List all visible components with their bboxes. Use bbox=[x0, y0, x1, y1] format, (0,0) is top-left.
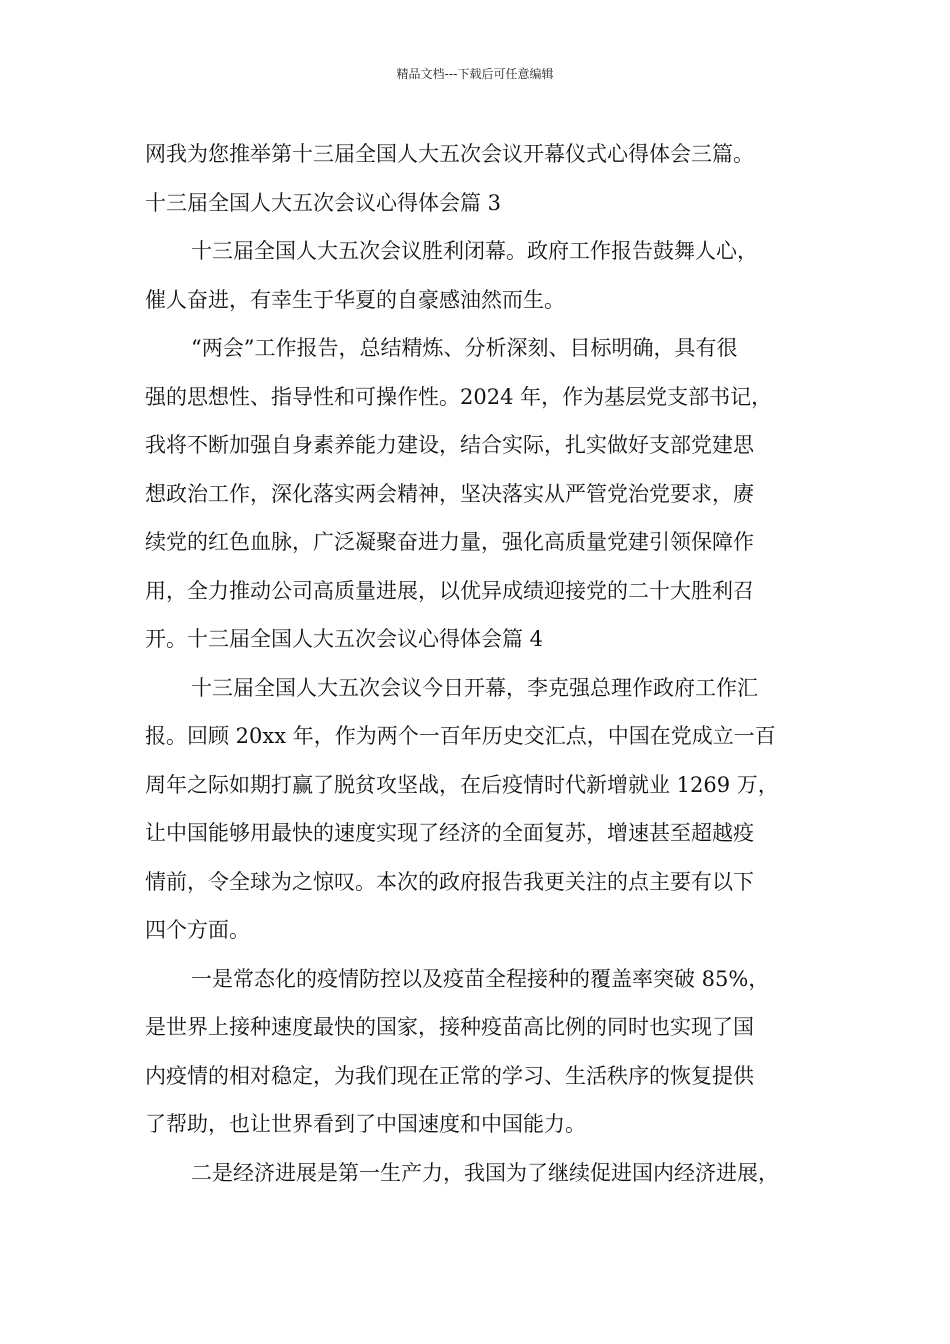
text-line: 情前，令全球为之惊叹。本次的政府报告我更关注的点主要有以下 bbox=[145, 869, 754, 894]
text-line: 开。十三届全国人大五次会议心得体会篇 4 bbox=[145, 627, 544, 651]
text-line: “两会”工作报告，总结精炼、分析深刻、目标明确，具有很 bbox=[191, 336, 738, 360]
page-header: 精品文档---下载后可任意编辑 bbox=[396, 67, 554, 81]
text-line: 二是经济进展是第一生产力，我国为了继续促进国内经济进展， bbox=[191, 1160, 779, 1185]
text-line: 催人奋进，有幸生于华夏的自豪感油然而生。 bbox=[145, 287, 565, 312]
text-line: 续党的红色血脉，广泛凝聚奋进力量，强化高质量党建引领保障作 bbox=[145, 530, 754, 554]
text-line: 用，全力推动公司高质量进展，以优异成绩迎接党的二十大胜利召 bbox=[145, 578, 754, 603]
text-line: 网我为您推举第十三届全国人大五次会议开幕仪式心得体会三篇。 bbox=[145, 142, 754, 166]
text-line: 报。回顾 20xx 年，作为两个一百年历史交汇点，中国在党成立一百 bbox=[145, 724, 776, 748]
text-line: 想政治工作，深化落实两会精神，坚决落实从严管党治党要求，赓 bbox=[145, 481, 754, 506]
text-line: 周年之际如期打赢了脱贫攻坚战，在后疫情时代新增就业 1269 万， bbox=[145, 772, 779, 797]
text-line: 强的思想性、指导性和可操作性。2024 年，作为基层党支部书记， bbox=[145, 384, 773, 409]
text-line: 让中国能够用最快的速度实现了经济的全面复苏，增速甚至超越疫 bbox=[145, 821, 754, 845]
text-line: 十三届全国人大五次会议今日开幕，李克强总理作政府工作汇 bbox=[191, 675, 758, 700]
text-line: 内疫情的相对稳定，为我们现在正常的学习、生活秩序的恢复提供 bbox=[145, 1063, 754, 1088]
text-line: 四个方面。 bbox=[145, 918, 250, 942]
text-line: 我将不断加强自身素养能力建设，结合实际，扎实做好支部党建思 bbox=[145, 433, 754, 457]
document-body bbox=[145, 130, 835, 1197]
text-line: 一是常态化的疫情防控以及疫苗全程接种的覆盖率突破 85%， bbox=[191, 966, 770, 991]
text-line: 十三届全国人大五次会议心得体会篇 3 bbox=[145, 190, 502, 215]
text-line: 十三届全国人大五次会议胜利闭幕。政府工作报告鼓舞人心， bbox=[191, 239, 758, 263]
text-line: 了帮助，也让世界看到了中国速度和中国能力。 bbox=[145, 1112, 586, 1136]
text-line: 是世界上接种速度最快的国家，接种疫苗高比例的同时也实现了国 bbox=[145, 1015, 754, 1039]
